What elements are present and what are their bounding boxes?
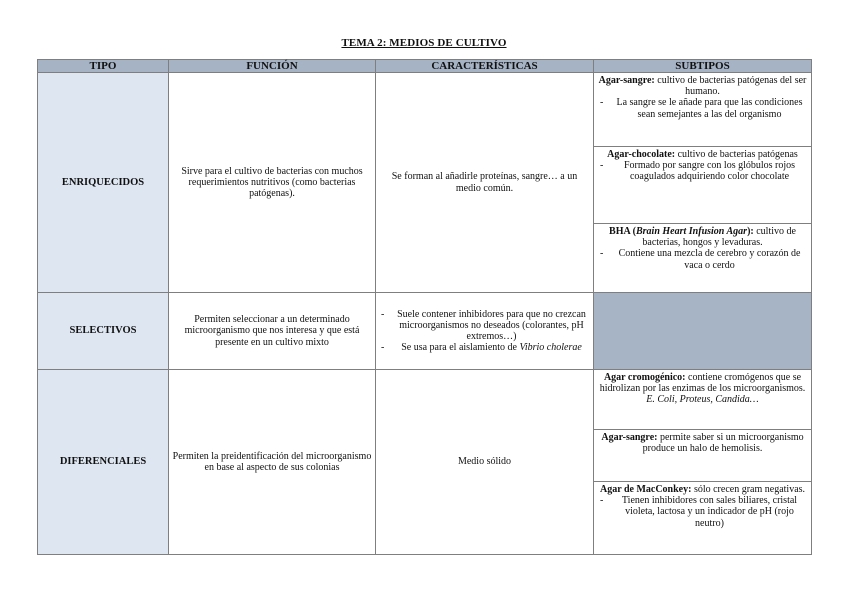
subtipo-bha [594,224,811,292]
subtipo-bullet: - La sangre se le añade para que las condiciones sean semejantes a las del organismo [600,97,803,120]
subtipo-examples: E. Coli, Proteus, Candida… [646,394,759,406]
subtipos-enriquecidos [594,73,812,293]
list-item: - Suele contener inhibidores para que no crezcan microorganismos no deseados (colorantes, pH extremos…) [381,308,586,342]
dash-icon: - [600,160,604,172]
funcion-diferenciales: Permiten la preidentificación del microorganismo en base al aspecto de sus colonias [169,370,376,555]
funcion-enriquecidos: Sirve para el cultivo de bacterias con muchos requerimientos nutritivos (como bacterias patógenas). [169,73,376,293]
table-row-diferenciales [38,370,812,555]
subtipo-name: Agar de MacConkey: [599,484,692,495]
subtipos-diferenciales [594,370,812,555]
funcion-selectivos: Permiten seleccionar a un determinado microorganismo que nos interesa y que está presente en un cultivo mixto [169,293,376,370]
subtipo-name: Agar cromogénico: [603,372,686,383]
header-funcion: FUNCIÓN [169,60,376,73]
document-title: TEMA 2: MEDIOS DE CULTIVO [341,37,507,49]
subtipo-agar-cromogenico [594,370,811,430]
tipo-selectivos: SELECTIVOS [38,293,169,370]
dash-icon: - [600,248,604,260]
subtipo-name: Agar-sangre: [601,432,658,443]
subtipo-bullet: - Contiene una mezcla de cerebro y corazón de vaca o cerdo [600,248,801,271]
subtipo-agar-sangre-diferencial [594,430,811,482]
table-row-enriquecidos [38,73,812,293]
header-caracteristicas: CARACTERÍSTICAS [376,60,594,73]
subtipo-name: BHA (Brain Heart Infusion Agar): [609,226,754,237]
list-item: - Se usa para el aislamiento de Vibrio cholerae [381,342,582,354]
subtipo-desc: contiene cromógenos que se hidrolizan por las enzimas de los microorganismos. [599,372,806,395]
dash-icon: - [600,97,604,109]
dash-icon: - [381,308,385,320]
subtipo-desc: cultivo de bacterias patógenas del ser humano. [654,75,807,98]
subtipo-agar-sangre [594,73,811,147]
caracteristicas-enriquecidos: Se forman al añadirle proteínas, sangre… a un medio común. [376,73,594,293]
subtipo-name: Agar-chocolate: [607,149,676,160]
subtipo-name: Agar-sangre: [598,75,655,86]
subtipo-agar-chocolate [594,147,811,224]
subtipo-bullet: - Formado por sangre con los glóbulos rojos coagulados adquiriendo color chocolate [600,160,796,183]
subtipo-desc: cultivo de bacterias, hongos y levaduras. [642,226,796,249]
subtipo-desc: cultivo de bacterias patógenas [675,149,798,160]
dash-icon: - [381,342,385,354]
subtipo-desc: sólo crecen gram negativas. [691,484,806,495]
header-subtipos: SUBTIPOS [594,60,812,73]
subtipo-agar-macconkey [594,482,811,554]
table-row-selectivos [38,293,812,370]
dash-icon: - [600,495,604,507]
culture-media-table [37,59,812,555]
caracteristicas-selectivos [376,293,594,370]
subtipos-selectivos-empty [594,293,812,370]
caracteristicas-diferenciales: Medio sólido [376,370,594,555]
header-tipo: TIPO [38,60,169,73]
tipo-diferenciales: DIFERENCIALES [38,370,169,555]
subtipo-bullet: - Tienen inhibidores con sales biliares, cristal violeta, lactosa y un indicador de pH (rojo neutro) [600,495,798,529]
subtipo-desc: permite saber si un microorganismo produce un halo de hemolisis. [642,432,804,455]
table-header-row [38,60,812,73]
tipo-enriquecidos: ENRIQUECIDOS [38,73,169,293]
